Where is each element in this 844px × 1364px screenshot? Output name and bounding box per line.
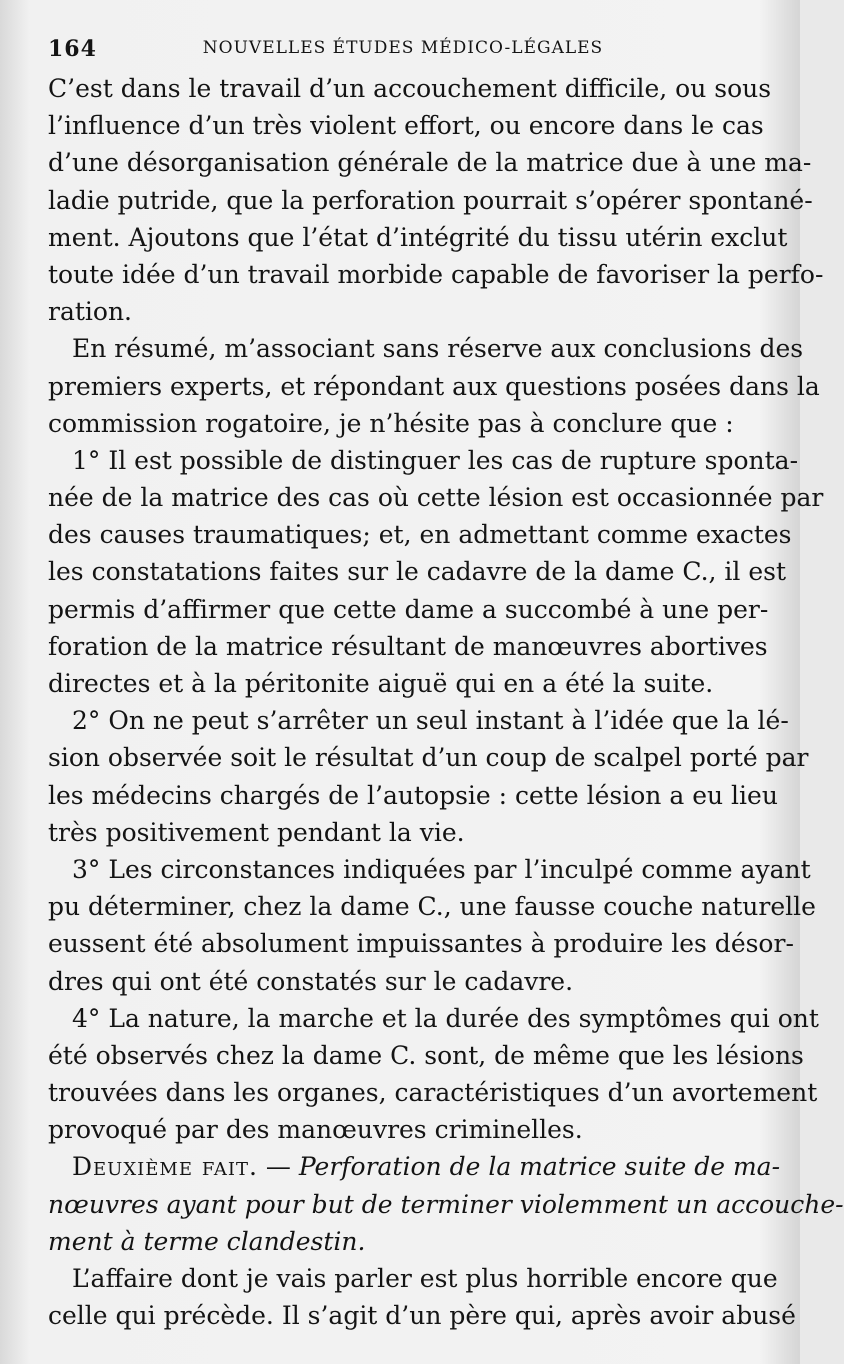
text-line: les constatations faites sur le cadavre de la dame C., il est [48, 557, 787, 587]
text-line [48, 1148, 781, 1185]
text-line: trouvées dans les organes, caractéristiques d’un avortement [48, 1078, 818, 1108]
paragraph [48, 702, 809, 851]
text-line: ment. Ajoutons que l’état d’intégrité du tissu utérin exclut [48, 222, 788, 252]
text-line: provoqué par des manœuvres criminelles. [48, 1115, 583, 1145]
text-line: L’affaire dont je vais parler est plus horrible encore que [72, 1264, 778, 1293]
text-line: sion observée soit le résultat d’un coup de scalpel porté par [48, 743, 809, 773]
text-line: pu déterminer, chez la dame C., une fausse couche naturelle [48, 892, 816, 922]
text-line: l’influence d’un très violent effort, ou encore dans le cas [48, 111, 764, 141]
text-line: toute idée d’un travail morbide capable de favoriser la perfo- [48, 259, 824, 289]
page-body [48, 70, 844, 1334]
section-title: Perforation de la matrice suite de ma- [298, 1152, 781, 1182]
section-label: Deuxième fait. [72, 1152, 258, 1182]
text-line: 1° Il est possible de distinguer les cas de rupture sponta- [72, 445, 799, 475]
text-line: foration de la matrice résultant de manœuvres abortives [48, 631, 768, 661]
text-line: des causes traumatiques; et, en admettant comme exactes [48, 520, 792, 550]
page-number: 164 [48, 36, 97, 62]
text-line: les médecins chargés de l’autopsie : cette lésion a eu lieu [48, 780, 778, 810]
paragraph [48, 70, 824, 330]
text-line: d’une désorganisation générale de la matrice due à une ma- [48, 148, 812, 178]
text-line: née de la matrice des cas où cette lésion est occasionnée par [48, 483, 824, 513]
text-line: En résumé, m’associant sans réserve aux conclusions des [72, 334, 804, 364]
text-line: ration. [48, 297, 132, 327]
text-line: directes et à la péritonite aiguë qui en a été la suite. [48, 669, 714, 698]
text-line: dres qui ont été constatés sur le cadavre. [48, 966, 574, 996]
text-line: ment à terme clandestin. [48, 1226, 366, 1256]
text-line: 2° On ne peut s’arrêter un seul instant à l’idée que la lé- [72, 706, 789, 736]
text-line: été observés chez la dame C. sont, de même que les lésions [48, 1040, 804, 1070]
text-line: eussent été absolument impuissantes à produire les désor- [48, 929, 794, 959]
page-header [48, 36, 758, 66]
text-line: C’est dans le travail d’un accouchement difficile, ou sous [48, 74, 772, 103]
em-dash: — [257, 1152, 299, 1182]
paragraph [48, 1000, 819, 1149]
running-title: NOUVELLES ÉTUDES MÉDICO-LÉGALES [202, 38, 604, 58]
section-heading-paragraph [48, 1148, 844, 1260]
paragraph [48, 851, 816, 1000]
paragraph [48, 330, 820, 442]
text-line: premiers experts, et répondant aux questions posées dans la [48, 371, 820, 401]
text-line: celle qui précède. Il s’agit d’un père qui, après avoir abusé [48, 1301, 796, 1331]
text-line: commission rogatoire, je n’hésite pas à conclure que : [48, 408, 734, 438]
text-line: ladie putride, que la perforation pourrait s’opérer spontané- [48, 185, 813, 215]
text-line: 4° La nature, la marche et la durée des symptômes qui ont [72, 1003, 819, 1033]
text-line: très positivement pendant la vie. [48, 817, 465, 847]
text-line: 3° Les circonstances indiquées par l’inculpé comme ayant [72, 854, 811, 884]
paragraph [48, 1260, 796, 1334]
paragraph [48, 442, 824, 702]
text-line: permis d’affirmer que cette dame a succombé à une per- [48, 594, 769, 624]
text-line: nœuvres ayant pour but de terminer violemment un accouche- [48, 1189, 844, 1219]
